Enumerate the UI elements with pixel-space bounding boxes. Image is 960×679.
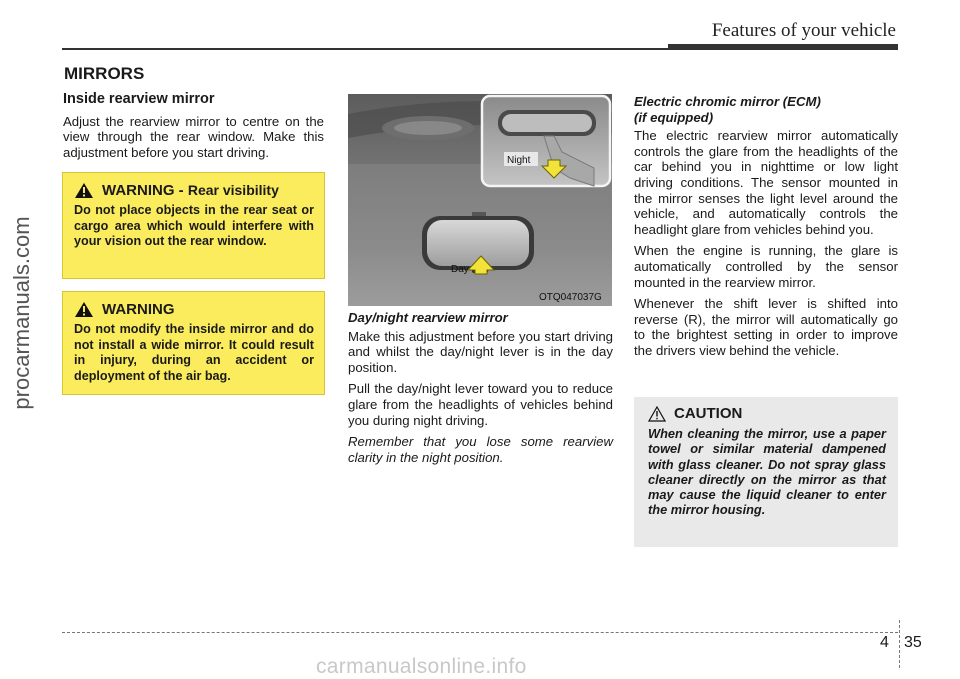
warning-box-mirror-modification (62, 291, 325, 395)
ecm-heading: Electric chromic mirror (ECM) (634, 94, 821, 109)
header-tab-bar (668, 44, 898, 50)
middle-column (348, 310, 613, 471)
warning-title: WARNING (102, 301, 175, 318)
inside-mirror-paragraph: Adjust the rearview mirror to centre on the view through the rear window. Make this adjustment before you start driving. (63, 113, 324, 160)
warning-subtitle: Rear visibility (187, 182, 279, 198)
ecm-heading-note: (if equipped) (634, 109, 714, 125)
bottom-watermark: carmanualsonline.info (316, 655, 527, 678)
figure-code: OTQ047037G (539, 292, 602, 303)
warning-body: Do not place objects in the rear seat or cargo area which would interfere with your vision out the rear window. (74, 203, 314, 248)
warning-box-rear-visibility (62, 172, 325, 279)
ecm-paragraph-2: When the engine is running, the glare is automatically controlled by the sensor mounted in the rearview mirror. (634, 243, 898, 290)
page-header-title: Features of your vehicle (711, 20, 896, 41)
inside-mirror-heading: Inside rearview mirror (63, 91, 215, 107)
day-night-paragraph-2: Pull the day/night lever toward you to reduce glare from the headlights of vehicles behind you during night driving. (348, 381, 613, 428)
warning-triangle-icon (74, 301, 94, 318)
rearview-mirror-illustration (348, 94, 612, 306)
right-column (634, 94, 898, 365)
night-label: Night (507, 155, 531, 166)
day-night-heading: Day/night rearview mirror (348, 310, 508, 325)
caution-title: CAUTION (674, 405, 743, 422)
chapter-number: 4 (880, 634, 889, 651)
day-night-paragraph-1: Make this adjustment before you start driving and whilst the day/night lever is in the day position. (348, 328, 613, 375)
day-label: Day (451, 264, 469, 275)
caution-triangle-icon (648, 406, 666, 422)
left-column (63, 92, 324, 166)
footer-separator (899, 620, 900, 668)
mirror-figure (348, 94, 612, 306)
warning-title: WARNING - Rear visibility (102, 182, 279, 199)
caution-body: When cleaning the mirror, use a paper towel or similar material dampened with glass cleaner. Do not spray glass cleaner directly on the mirror as that may cause the liquid cleaner to enter the mirror housing. (648, 426, 886, 518)
warning-body: Do not modify the inside mirror and do not install a wide mirror. It could result in injury, during an accident or deployment of the air bag. (74, 322, 314, 383)
day-night-paragraph-3: Remember that you lose some rearview clarity in the night position. (348, 434, 613, 465)
ecm-paragraph-3: Whenever the shift lever is shifted into reverse (R), the mirror will automatically go to the brightest setting in order to improve the drivers view behind the vehicle. (634, 296, 898, 358)
side-watermark: procarmanuals.com (9, 216, 34, 410)
warning-triangle-icon (74, 182, 94, 199)
section-title: MIRRORS (64, 64, 145, 83)
caution-box (634, 397, 898, 547)
ecm-paragraph-1: The electric rearview mirror automatically controls the glare from the headlights of the car behind you in nighttime or low light driving conditions. The sensor mounted in the mirror senses the light level around the vehicle, and automatically controls the headlight glare from vehicles behind you. (634, 128, 898, 237)
footer-rule (62, 632, 898, 633)
page-number: 35 (904, 634, 922, 651)
